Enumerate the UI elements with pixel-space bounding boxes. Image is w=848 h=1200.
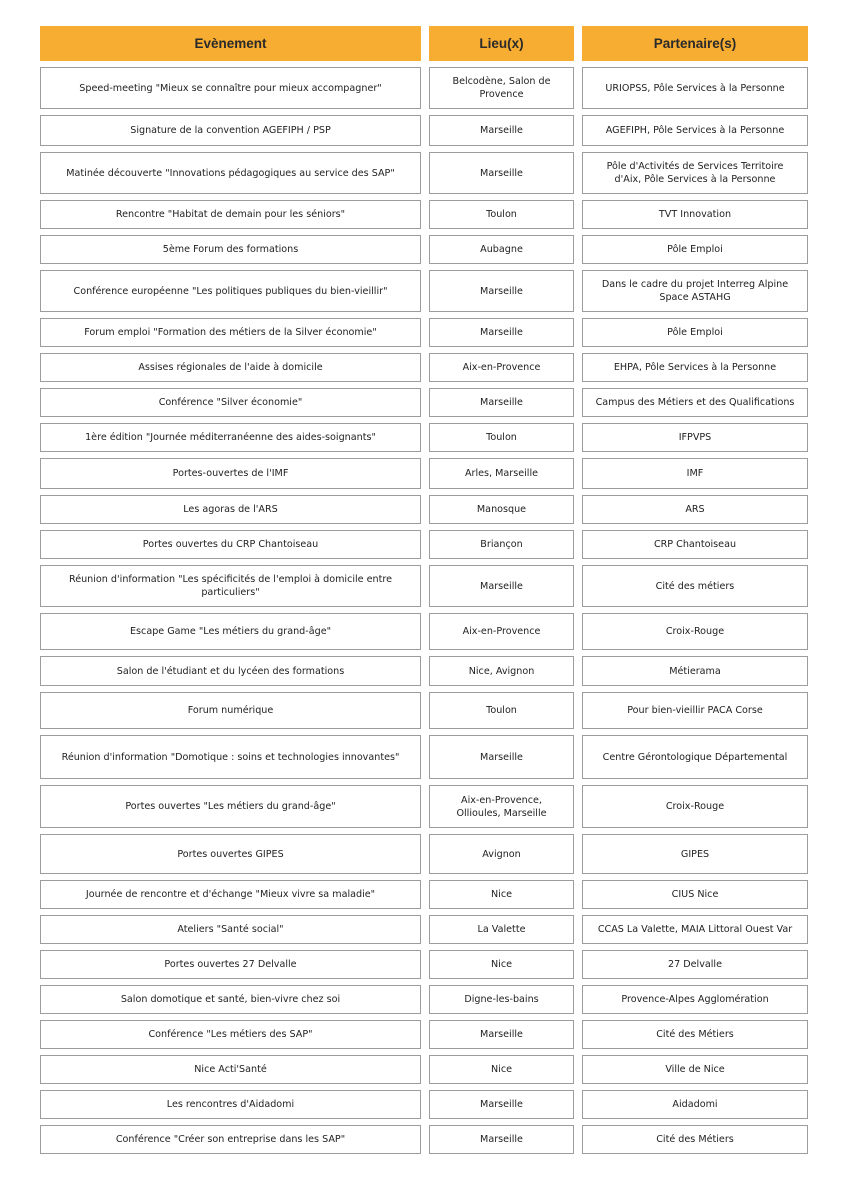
table-cell-partner: Campus des Métiers et des Qualifications bbox=[582, 388, 808, 417]
table-cell-event: Portes ouvertes du CRP Chantoiseau bbox=[40, 530, 421, 559]
table-cell-location: Marseille bbox=[429, 1090, 574, 1119]
table-cell-event: Portes ouvertes GIPES bbox=[40, 834, 421, 874]
table-cell-partner: Cité des Métiers bbox=[582, 1125, 808, 1154]
table-cell-event: Conférence "Silver économie" bbox=[40, 388, 421, 417]
table-cell-location: Briançon bbox=[429, 530, 574, 559]
table-cell-partner: Pôle d'Activités de Services Territoire d'Aix, Pôle Services à la Personne bbox=[582, 152, 808, 194]
table-cell-event: Ateliers "Santé social" bbox=[40, 915, 421, 944]
events-table bbox=[40, 26, 808, 1154]
table-cell-location: Nice bbox=[429, 1055, 574, 1084]
table-cell-partner: 27 Delvalle bbox=[582, 950, 808, 979]
table-cell-event: Nice Acti'Santé bbox=[40, 1055, 421, 1084]
table-cell-partner: EHPA, Pôle Services à la Personne bbox=[582, 353, 808, 382]
table-cell-location: Marseille bbox=[429, 318, 574, 347]
table-cell-event: Portes ouvertes 27 Delvalle bbox=[40, 950, 421, 979]
table-cell-location: Arles, Marseille bbox=[429, 458, 574, 489]
table-cell-partner: Métierama bbox=[582, 656, 808, 686]
table-cell-partner: Centre Gérontologique Départemental bbox=[582, 735, 808, 779]
table-cell-event: Portes ouvertes "Les métiers du grand-âge" bbox=[40, 785, 421, 828]
table-cell-partner: Ville de Nice bbox=[582, 1055, 808, 1084]
table-cell-event: Conférence "Créer son entreprise dans les SAP" bbox=[40, 1125, 421, 1154]
table-cell-location: Toulon bbox=[429, 200, 574, 229]
table-cell-location: Aix-en-Provence bbox=[429, 353, 574, 382]
table-cell-partner: Provence-Alpes Agglomération bbox=[582, 985, 808, 1014]
header-partenaires: Partenaire(s) bbox=[582, 26, 808, 61]
table-cell-location: Avignon bbox=[429, 834, 574, 874]
table-cell-partner: GIPES bbox=[582, 834, 808, 874]
table-cell-location: Toulon bbox=[429, 692, 574, 729]
table-cell-partner: IMF bbox=[582, 458, 808, 489]
table-cell-event: Assises régionales de l'aide à domicile bbox=[40, 353, 421, 382]
table-cell-partner: CIUS Nice bbox=[582, 880, 808, 909]
table-cell-event: Conférence européenne "Les politiques publiques du bien-vieillir" bbox=[40, 270, 421, 312]
table-cell-event: Les rencontres d'Aidadomi bbox=[40, 1090, 421, 1119]
table-cell-partner: Pôle Emploi bbox=[582, 235, 808, 264]
table-cell-location: Marseille bbox=[429, 152, 574, 194]
table-cell-event: Escape Game "Les métiers du grand-âge" bbox=[40, 613, 421, 650]
table-cell-partner: Pôle Emploi bbox=[582, 318, 808, 347]
table-cell-event: Forum emploi "Formation des métiers de la Silver économie" bbox=[40, 318, 421, 347]
table-cell-location: Digne-les-bains bbox=[429, 985, 574, 1014]
table-cell-location: La Valette bbox=[429, 915, 574, 944]
table-cell-partner: ARS bbox=[582, 495, 808, 524]
table-cell-location: Marseille bbox=[429, 270, 574, 312]
table-cell-partner: Aidadomi bbox=[582, 1090, 808, 1119]
table-cell-location: Nice bbox=[429, 880, 574, 909]
table-cell-partner: Cité des métiers bbox=[582, 565, 808, 607]
table-cell-event: 5ème Forum des formations bbox=[40, 235, 421, 264]
table-cell-location: Marseille bbox=[429, 1125, 574, 1154]
table-cell-location: Marseille bbox=[429, 388, 574, 417]
table-cell-location: Marseille bbox=[429, 565, 574, 607]
table-cell-location: Aubagne bbox=[429, 235, 574, 264]
table-cell-location: Marseille bbox=[429, 1020, 574, 1049]
table-cell-partner: TVT Innovation bbox=[582, 200, 808, 229]
table-cell-event: Réunion d'information "Les spécificités de l'emploi à domicile entre particuliers" bbox=[40, 565, 421, 607]
table-cell-event: Journée de rencontre et d'échange "Mieux vivre sa maladie" bbox=[40, 880, 421, 909]
table-cell-event: Réunion d'information "Domotique : soins et technologies innovantes" bbox=[40, 735, 421, 779]
table-cell-partner: CRP Chantoiseau bbox=[582, 530, 808, 559]
table-cell-partner: CCAS La Valette, MAIA Littoral Ouest Var bbox=[582, 915, 808, 944]
table-cell-event: Signature de la convention AGEFIPH / PSP bbox=[40, 115, 421, 146]
table-cell-partner: URIOPSS, Pôle Services à la Personne bbox=[582, 67, 808, 109]
table-cell-location: Nice, Avignon bbox=[429, 656, 574, 686]
table-cell-partner: Dans le cadre du projet Interreg Alpine Space ASTAHG bbox=[582, 270, 808, 312]
table-cell-location: Manosque bbox=[429, 495, 574, 524]
table-cell-location: Aix-en-Provence, Ollioules, Marseille bbox=[429, 785, 574, 828]
table-cell-event: Speed-meeting "Mieux se connaître pour mieux accompagner" bbox=[40, 67, 421, 109]
table-cell-event: Forum numérique bbox=[40, 692, 421, 729]
table-cell-event: Conférence "Les métiers des SAP" bbox=[40, 1020, 421, 1049]
table-cell-event: Rencontre "Habitat de demain pour les séniors" bbox=[40, 200, 421, 229]
header-evenement: Evènement bbox=[40, 26, 421, 61]
table-cell-location: Belcodène, Salon de Provence bbox=[429, 67, 574, 109]
table-cell-partner: AGEFIPH, Pôle Services à la Personne bbox=[582, 115, 808, 146]
table-cell-event: Salon de l'étudiant et du lycéen des formations bbox=[40, 656, 421, 686]
table-cell-partner: Croix-Rouge bbox=[582, 785, 808, 828]
table-cell-location: Marseille bbox=[429, 735, 574, 779]
table-cell-partner: Cité des Métiers bbox=[582, 1020, 808, 1049]
table-cell-partner: Croix-Rouge bbox=[582, 613, 808, 650]
table-cell-event: Portes-ouvertes de l'IMF bbox=[40, 458, 421, 489]
header-lieux: Lieu(x) bbox=[429, 26, 574, 61]
table-cell-event: Matinée découverte "Innovations pédagogiques au service des SAP" bbox=[40, 152, 421, 194]
table-cell-location: Nice bbox=[429, 950, 574, 979]
table-cell-event: 1ère édition "Journée méditerranéenne des aides-soignants" bbox=[40, 423, 421, 452]
table-cell-event: Les agoras de l'ARS bbox=[40, 495, 421, 524]
table-cell-partner: Pour bien-vieillir PACA Corse bbox=[582, 692, 808, 729]
table-cell-partner: IFPVPS bbox=[582, 423, 808, 452]
table-cell-location: Toulon bbox=[429, 423, 574, 452]
table-cell-event: Salon domotique et santé, bien-vivre chez soi bbox=[40, 985, 421, 1014]
table-cell-location: Marseille bbox=[429, 115, 574, 146]
table-cell-location: Aix-en-Provence bbox=[429, 613, 574, 650]
